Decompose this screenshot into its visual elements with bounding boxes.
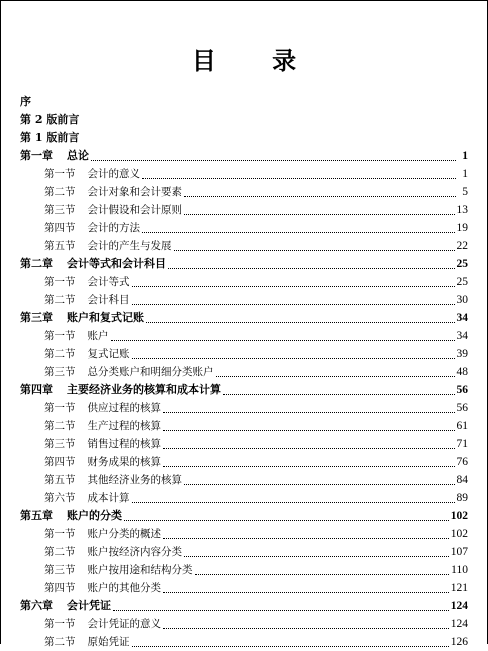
toc-chapter-entry [20, 597, 468, 615]
toc-page-number: 48 [456, 366, 468, 378]
toc-entry-title: 会计的方法 [87, 222, 140, 234]
toc-page-number: 34 [456, 312, 468, 324]
toc-page-number: 71 [456, 438, 468, 450]
toc-page-number: 89 [456, 492, 468, 504]
toc-entry-number: 第二节 [44, 348, 76, 360]
dot-leader [195, 574, 450, 575]
toc-front-entry [20, 111, 468, 129]
toc-entry-title: 财务成果的核算 [87, 456, 161, 468]
toc-chapter-entry [20, 381, 468, 399]
toc-entry-title: 会计凭证的意义 [87, 618, 161, 630]
toc-entry-number: 第二节 [44, 636, 76, 648]
toc-entry-number: 第三节 [44, 204, 76, 216]
dot-leader [184, 214, 455, 215]
toc-entry-number: 第一节 [44, 618, 76, 630]
toc-section-entry [20, 237, 468, 255]
toc-entry-title: 复式记账 [87, 348, 130, 360]
toc-entry-number: 第一节 [44, 276, 76, 288]
dot-leader [146, 322, 455, 323]
toc-section-entry [20, 561, 468, 579]
toc-chapter-entry [20, 507, 468, 525]
toc-entry-title: 账户按用途和结构分类 [87, 564, 193, 576]
dot-leader [163, 412, 455, 413]
toc-section-entry [20, 471, 468, 489]
dot-leader [163, 592, 449, 593]
toc-entry-title: 供应过程的核算 [87, 402, 161, 414]
toc-entry-number: 第一节 [44, 402, 76, 414]
toc-entry-number: 第四节 [44, 222, 76, 234]
dot-leader [91, 160, 456, 161]
toc-page-number: 124 [450, 600, 468, 612]
toc-section-entry [20, 543, 468, 561]
toc-entry-title: 第 2 版前言 [20, 113, 80, 126]
toc-entry-title: 账户和复式记账 [67, 311, 144, 324]
toc-entry-title: 序 [20, 95, 31, 108]
toc-chapter-entry [20, 309, 468, 327]
toc-section-entry [20, 345, 468, 363]
toc-section-entry [20, 615, 468, 633]
dot-leader [216, 376, 455, 377]
toc-front-entry [20, 93, 468, 111]
toc-section-entry [20, 525, 468, 543]
dot-leader [132, 502, 455, 503]
toc-entry-title: 成本计算 [87, 492, 130, 504]
toc-page-number: 56 [456, 402, 468, 414]
toc-section-entry [20, 417, 468, 435]
toc-entry-title: 主要经济业务的核算和成本计算 [67, 383, 221, 396]
toc-entry-title: 生产过程的核算 [87, 420, 161, 432]
toc-section-entry [20, 273, 468, 291]
toc-entry-title: 会计等式 [87, 276, 130, 288]
toc-chapter-entry [20, 255, 468, 273]
toc-entry-number: 第四节 [44, 582, 76, 594]
dot-leader [163, 538, 449, 539]
toc-section-entry [20, 363, 468, 381]
toc-front-entry [20, 129, 468, 147]
toc-entry-number: 第三章 [20, 311, 53, 324]
toc-page-number: 13 [456, 204, 468, 216]
dot-leader [184, 484, 455, 485]
toc-page-number: 34 [456, 330, 468, 342]
dot-leader [163, 628, 449, 629]
toc-entry-title: 账户按经济内容分类 [87, 546, 182, 558]
toc-entry-number: 第六节 [44, 492, 76, 504]
toc-entry-number: 第一节 [44, 528, 76, 540]
toc-entry-number: 第一节 [44, 168, 76, 180]
toc-entry-title: 销售过程的核算 [87, 438, 161, 450]
toc-section-entry [20, 201, 468, 219]
toc-entry-title: 账户 [87, 330, 109, 342]
toc-entry-number: 第二节 [44, 294, 76, 306]
toc-section-entry [20, 291, 468, 309]
toc-page-number: 76 [456, 456, 468, 468]
toc-entry-title: 账户分类的概述 [87, 528, 161, 540]
toc-page-number: 110 [451, 564, 468, 576]
toc-entry-number: 第三节 [44, 438, 76, 450]
dot-leader [142, 232, 455, 233]
dot-leader [132, 646, 449, 647]
toc-page-number: 121 [450, 582, 468, 594]
toc-entry-title: 总论 [67, 149, 89, 162]
toc-entry-title: 会计假设和会计原则 [87, 204, 182, 216]
toc-page-number: 61 [456, 420, 468, 432]
toc-page-number: 126 [450, 636, 468, 648]
toc-page-number: 56 [456, 384, 468, 396]
toc-page-number: 102 [450, 510, 468, 522]
toc-entry-number: 第一章 [20, 149, 53, 162]
toc-entry-title: 会计凭证 [67, 599, 111, 612]
toc-entry-number: 第四章 [20, 383, 53, 396]
toc-entry-title: 其他经济业务的核算 [87, 474, 182, 486]
toc-section-entry [20, 633, 468, 651]
dot-leader [168, 268, 455, 269]
toc-section-entry [20, 219, 468, 237]
toc-page-number: 25 [456, 276, 468, 288]
toc-page-number: 124 [450, 618, 468, 630]
toc-entry-title: 会计的意义 [87, 168, 140, 180]
dot-leader [184, 556, 449, 557]
toc-entry-title: 会计等式和会计科目 [67, 257, 166, 270]
toc-entry-number: 第四节 [44, 456, 76, 468]
toc-section-entry [20, 435, 468, 453]
toc-entry-number: 第五节 [44, 474, 76, 486]
dot-leader [184, 196, 456, 197]
dot-leader [142, 178, 456, 179]
toc-page-number: 1 [462, 150, 468, 162]
toc-entry-number: 第一节 [44, 330, 76, 342]
dot-leader [113, 610, 449, 611]
toc-page-number: 25 [456, 258, 468, 270]
toc-page-number: 1 [462, 168, 468, 180]
toc-entry-title: 第 1 版前言 [20, 131, 80, 144]
toc-page-number: 107 [450, 546, 468, 558]
toc-entry-number: 第三节 [44, 366, 76, 378]
toc-section-entry [20, 183, 468, 201]
toc-entry-title: 会计科目 [87, 294, 130, 306]
dot-leader [174, 250, 455, 251]
toc-page-number: 22 [456, 240, 468, 252]
toc-entry-number: 第五节 [44, 240, 76, 252]
toc-section-entry [20, 489, 468, 507]
toc-page-number: 5 [462, 186, 468, 198]
page-title: 目 录 [191, 47, 321, 75]
dot-leader [111, 340, 455, 341]
toc-entry-title: 总分类账户和明细分类账户 [87, 366, 214, 378]
dot-leader [223, 394, 455, 395]
dot-leader [163, 430, 455, 431]
toc-section-entry [20, 579, 468, 597]
toc-entry-title: 会计对象和会计要素 [87, 186, 182, 198]
toc-entry-number: 第五章 [20, 509, 53, 522]
toc-entry-number: 第二节 [44, 186, 76, 198]
dot-leader [132, 304, 455, 305]
toc-page-number: 102 [450, 528, 468, 540]
toc-section-entry [20, 165, 468, 183]
toc-entry-title: 账户的分类 [67, 509, 122, 522]
dot-leader [163, 448, 455, 449]
toc-section-entry [20, 453, 468, 471]
toc-page-number: 19 [456, 222, 468, 234]
toc-chapter-entry [20, 147, 468, 165]
toc-page-number: 39 [456, 348, 468, 360]
toc-entry-number: 第六章 [20, 599, 53, 612]
toc-entry-number: 第二章 [20, 257, 53, 270]
dot-leader [163, 466, 455, 467]
toc-entry-title: 原始凭证 [87, 636, 130, 648]
toc-section-entry [20, 327, 468, 345]
toc-entry-number: 第二节 [44, 546, 76, 558]
toc-entry-title: 会计的产生与发展 [87, 240, 172, 252]
toc-page-number: 30 [456, 294, 468, 306]
toc-entry-title: 账户的其他分类 [87, 582, 161, 594]
toc-page-number: 84 [456, 474, 468, 486]
dot-leader [124, 520, 449, 521]
table-of-contents [20, 93, 468, 651]
toc-section-entry [20, 399, 468, 417]
toc-entry-number: 第三节 [44, 564, 76, 576]
dot-leader [132, 286, 455, 287]
toc-entry-number: 第二节 [44, 420, 76, 432]
dot-leader [132, 358, 455, 359]
